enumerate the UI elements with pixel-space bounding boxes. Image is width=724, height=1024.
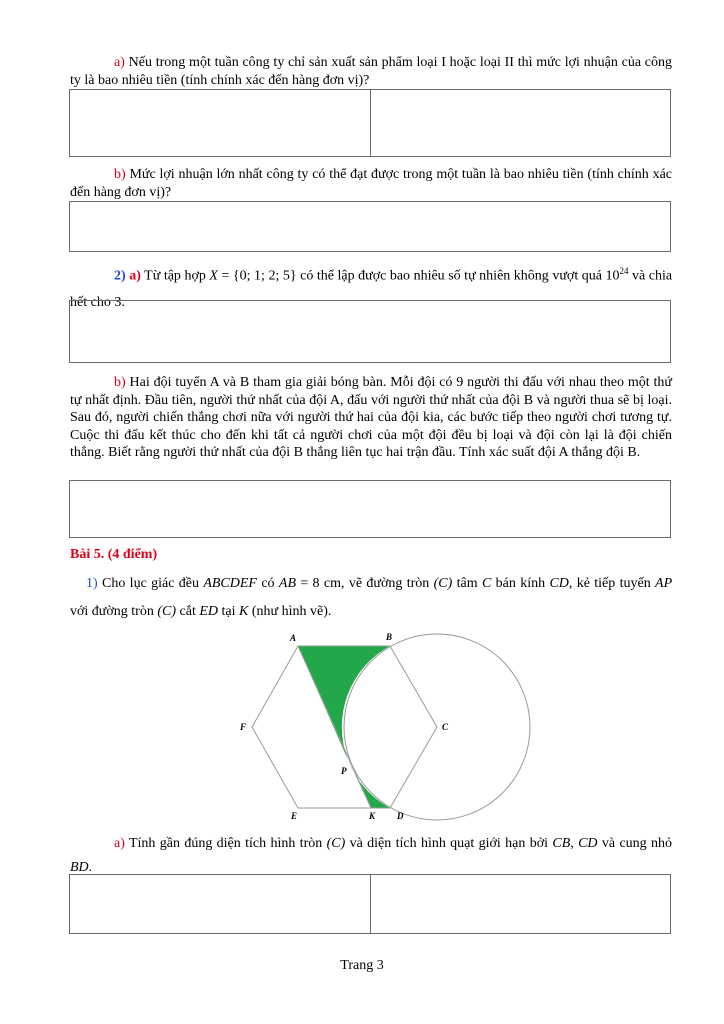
shaded-region-bottom xyxy=(348,760,390,808)
circle-name: (C) xyxy=(433,576,453,591)
shaded-region-top xyxy=(298,646,390,760)
center-name: C xyxy=(481,576,492,591)
question-text: có thể lập được bao nhiêu số tự nhiên không vượt quá xyxy=(300,268,602,284)
radius-name: CD xyxy=(549,576,569,591)
answer-box-2b[interactable] xyxy=(69,480,671,538)
answer-cell[interactable] xyxy=(70,202,670,251)
answer-box-2a[interactable] xyxy=(69,300,671,363)
set-equals: = xyxy=(217,268,233,284)
set-content: {0; 1; 2; 5} xyxy=(232,268,297,284)
answer-cell-right[interactable] xyxy=(370,90,671,156)
question-number: 1) xyxy=(86,576,98,591)
text: cm, vẽ đường tròn xyxy=(323,576,430,591)
comma: , xyxy=(570,836,574,851)
question-label: a) xyxy=(114,836,125,851)
text: bán kính xyxy=(495,576,546,591)
answer-cell-right[interactable] xyxy=(370,875,671,933)
text: cắt xyxy=(179,604,196,619)
question-text: Từ tập hợp xyxy=(144,268,206,284)
circle-name: (C) xyxy=(157,604,177,619)
answer-cell[interactable] xyxy=(70,301,670,362)
question-1b xyxy=(70,166,672,201)
question-label: a) xyxy=(129,268,141,284)
label-e: E xyxy=(291,811,298,821)
period: . xyxy=(88,860,93,875)
answer-box-5-1a[interactable] xyxy=(69,874,671,934)
segment-cd: CD xyxy=(578,836,598,851)
segment-ed: ED xyxy=(199,604,219,619)
hexagon-name: ABCDEF xyxy=(203,576,257,591)
label-p: P xyxy=(341,766,347,776)
power-exponent: 24 xyxy=(619,266,629,276)
answer-box-1b[interactable] xyxy=(69,201,671,252)
text: tại xyxy=(221,604,236,619)
question-1a xyxy=(70,54,672,89)
question-5-1 xyxy=(70,570,672,626)
question-2b xyxy=(70,374,672,462)
text: , kẻ tiếp tuyến xyxy=(568,576,651,591)
question-5-1a xyxy=(70,832,672,880)
question-number: 2) xyxy=(114,268,126,284)
text: có xyxy=(261,576,275,591)
question-label: b) xyxy=(114,375,126,390)
segment-cb: CB xyxy=(552,836,571,851)
question-text: Mức lợi nhuận lớn nhất công ty có thể đạt được trong một tuần là bao nhiêu tiền (tính chính xác đến hàng đơn vị)? xyxy=(70,167,672,200)
arc-bd: BD xyxy=(70,860,89,875)
geometry-figure xyxy=(230,628,550,828)
text: tâm xyxy=(456,576,478,591)
text: Cho lục giác đều xyxy=(102,576,199,591)
equals-value: = 8 xyxy=(296,576,320,591)
text: với đường tròn xyxy=(70,604,154,619)
label-k: K xyxy=(369,811,376,821)
question-label: a) xyxy=(114,55,125,70)
tangent-name: AP xyxy=(655,576,673,591)
question-text: và chia hết cho 3. xyxy=(70,268,673,310)
label-d: D xyxy=(397,811,404,821)
answer-cell-left[interactable] xyxy=(70,90,370,156)
answer-cell-left[interactable] xyxy=(70,875,370,933)
page-footer: Trang 3 xyxy=(340,958,384,973)
circle-name: (C) xyxy=(326,836,346,851)
question-text: Nếu trong một tuần công ty chỉ sản xuất sản phẩm loại I hoặc loại II thì mức lợi nhuận của công ty là bao nhiêu tiền (tính chính xác đến hàng đơn vị)? xyxy=(70,55,673,88)
text: (như hình vẽ). xyxy=(251,604,332,619)
label-c: C xyxy=(442,722,449,732)
power-base: 10 xyxy=(605,268,620,284)
label-f: F xyxy=(240,722,247,732)
point-k: K xyxy=(239,604,249,619)
segment-ab: AB xyxy=(278,576,296,591)
label-a: A xyxy=(290,633,297,643)
text: và cung nhỏ xyxy=(601,836,673,851)
question-text: Hai đội tuyển A và B tham gia giải bóng bàn. Mỗi đội có 9 người thi đấu với nhau theo một thứ tự nhất định. Đầu tiên, người thứ nhất của đội A, đấu với người thứ nhất của đội B và người thua sẽ bị loại. Sau đó, người chiến thắng chơi nữa với người thứ hai của đội kia, các bước tiếp theo người chơi tương tự. Cuộc thi đấu kết thúc cho đến khi tất cả người chơi của một đội đều bị loại và đội còn lại là đội chiến thắng. Biết rằng người thứ nhất của đội B thắng liên tục hai trận đầu. Tính xác suất đội A thắng đội B. xyxy=(70,375,673,460)
section-heading: Bài 5. (4 điểm) xyxy=(70,547,158,562)
question-label: b) xyxy=(114,167,126,182)
answer-cell[interactable] xyxy=(70,481,670,537)
set-variable: X xyxy=(209,268,218,284)
answer-box-1a[interactable] xyxy=(69,89,671,157)
label-b: B xyxy=(386,632,393,642)
text: và diện tích hình quạt giới hạn bởi xyxy=(349,836,549,851)
text: Tính gần đúng diện tích hình tròn xyxy=(128,836,323,851)
